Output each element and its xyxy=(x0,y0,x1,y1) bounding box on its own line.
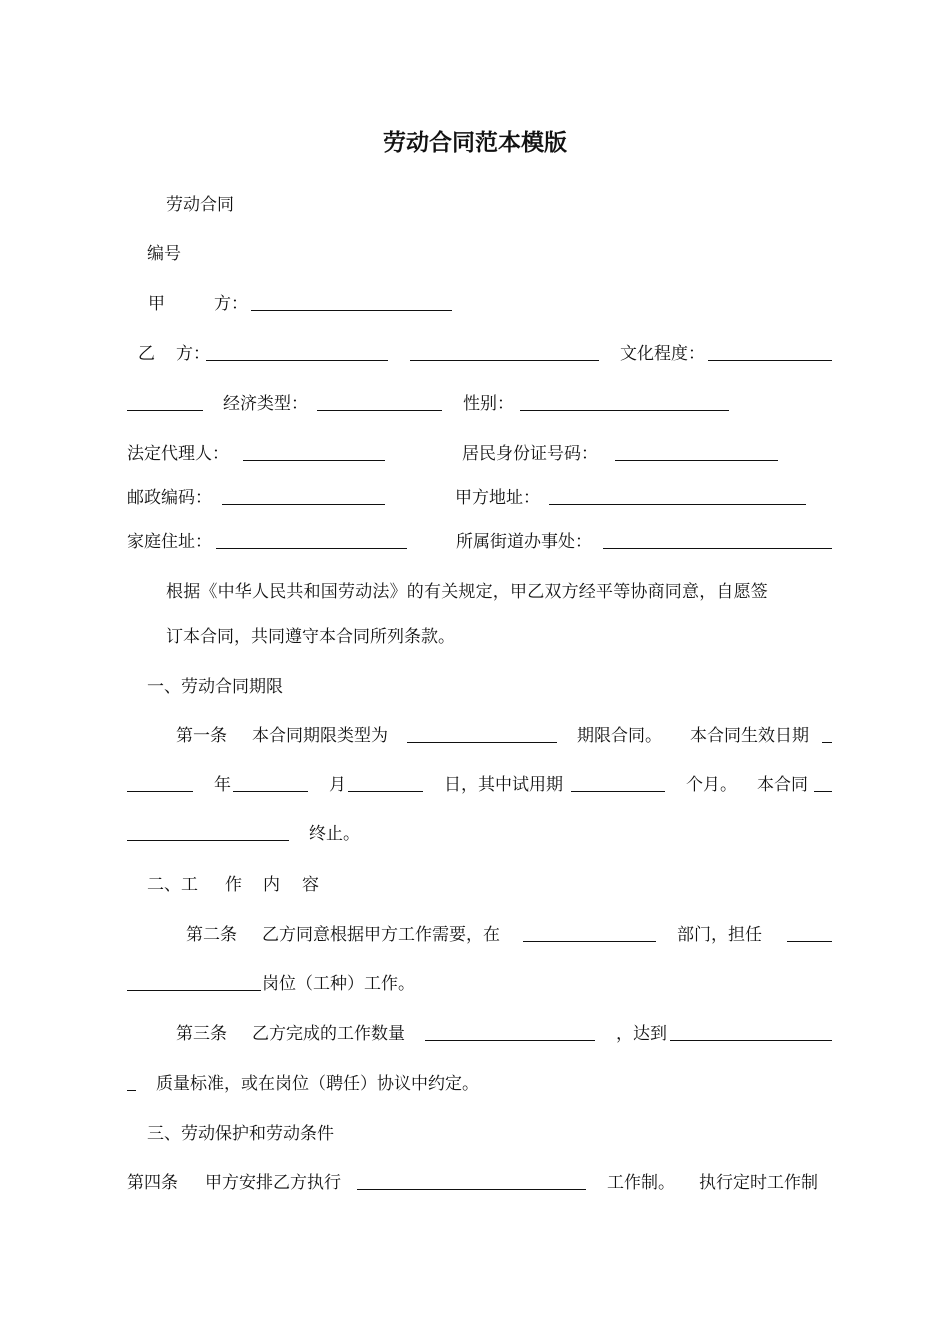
termination-label: 终止。 xyxy=(309,824,360,844)
article-1-label: 第一条 xyxy=(176,726,227,746)
section-2-heading-1: 二、工 xyxy=(147,875,198,895)
position-blank-cont xyxy=(127,973,261,995)
party-a-address-label: 甲方地址： xyxy=(455,488,540,508)
months-label: 个月。 xyxy=(686,775,737,795)
home-address-blank xyxy=(216,531,407,553)
article-3-label: 第三条 xyxy=(176,1024,227,1044)
street-office-blank xyxy=(603,531,832,553)
contract-type-blank xyxy=(407,725,557,747)
number-label: 编号 xyxy=(147,244,181,264)
article-1-text-2: 期限合同。 xyxy=(577,726,662,746)
month-label: 月 xyxy=(329,775,346,795)
probation-blank xyxy=(571,774,665,796)
section-2-heading-2: 作 xyxy=(225,875,242,895)
education-blank-cont xyxy=(127,393,203,415)
contract-end-text: 本合同 xyxy=(757,775,808,795)
document-title: 劳动合同范本模版 xyxy=(383,129,567,156)
article-3-text-2: ，达到 xyxy=(616,1024,667,1044)
effective-year-blank xyxy=(127,774,193,796)
preamble-line-2: 订本合同，共同遵守本合同所列条款。 xyxy=(166,627,455,647)
article-2-label: 第二条 xyxy=(186,925,237,945)
party-b-label-2: 方： xyxy=(176,344,210,364)
work-system-blank xyxy=(357,1172,586,1194)
section-1-heading: 一、劳动合同期限 xyxy=(147,677,283,697)
education-blank xyxy=(708,343,832,365)
gender-blank xyxy=(520,393,729,415)
postcode-label: 邮政编码： xyxy=(127,488,212,508)
article-2-text-2: 部门，担任 xyxy=(677,925,762,945)
party-a-label-2: 方： xyxy=(214,294,248,314)
work-quantity-blank xyxy=(425,1023,595,1045)
contract-heading: 劳动合同 xyxy=(166,195,234,215)
article-4-text: 甲方安排乙方执行 xyxy=(205,1173,341,1193)
gender-label: 性别： xyxy=(463,394,514,414)
article-2-text-3: 岗位（工种）工作。 xyxy=(262,974,415,994)
article-3-text: 乙方完成的工作数量 xyxy=(252,1024,405,1044)
legal-rep-blank xyxy=(243,443,385,465)
article-4-text-2: 工作制。 xyxy=(607,1173,675,1193)
party-a-blank xyxy=(251,293,452,315)
quality-blank-cont xyxy=(127,1073,136,1095)
effective-day-blank xyxy=(348,774,423,796)
legal-rep-label: 法定代理人： xyxy=(127,444,229,464)
party-b-blank-2 xyxy=(410,343,599,365)
party-a-label-1: 甲 xyxy=(148,294,165,314)
postcode-blank xyxy=(222,487,385,509)
effective-month-blank xyxy=(233,774,308,796)
article-3-text-3: 质量标准，或在岗位（聘任）协议中约定。 xyxy=(156,1074,479,1094)
article-2-text: 乙方同意根据甲方工作需要，在 xyxy=(262,925,500,945)
section-3-heading: 三、劳动保护和劳动条件 xyxy=(147,1124,334,1144)
article-1-text: 本合同期限类型为 xyxy=(252,726,388,746)
education-label: 文化程度： xyxy=(620,344,705,364)
section-2-heading-4: 容 xyxy=(302,875,319,895)
contract-end-blank-cont xyxy=(127,823,289,845)
id-number-label: 居民身份证号码： xyxy=(462,444,598,464)
id-number-blank xyxy=(615,443,778,465)
contract-end-blank xyxy=(814,774,832,796)
home-address-label: 家庭住址： xyxy=(127,532,212,552)
preamble-line-1: 根据《中华人民共和国劳动法》的有关规定，甲乙双方经平等协商同意，自愿签 xyxy=(166,582,768,602)
article-4-text-3: 执行定时工作制 xyxy=(699,1173,818,1193)
economic-type-label: 经济类型： xyxy=(223,394,308,414)
year-label: 年 xyxy=(214,775,231,795)
party-b-blank xyxy=(206,343,388,365)
economic-type-blank xyxy=(317,393,442,415)
probation-text: 日，其中试用期 xyxy=(444,775,563,795)
section-2-heading-3: 内 xyxy=(263,875,280,895)
position-blank xyxy=(787,924,832,946)
article-1-text-3: 本合同生效日期 xyxy=(690,726,809,746)
party-b-label-1: 乙 xyxy=(138,344,155,364)
department-blank xyxy=(523,924,656,946)
quality-blank xyxy=(670,1023,832,1045)
party-a-address-blank xyxy=(549,487,806,509)
article-4-label: 第四条 xyxy=(127,1173,178,1193)
street-office-label: 所属街道办事处： xyxy=(456,532,592,552)
effective-date-blank xyxy=(822,725,832,747)
